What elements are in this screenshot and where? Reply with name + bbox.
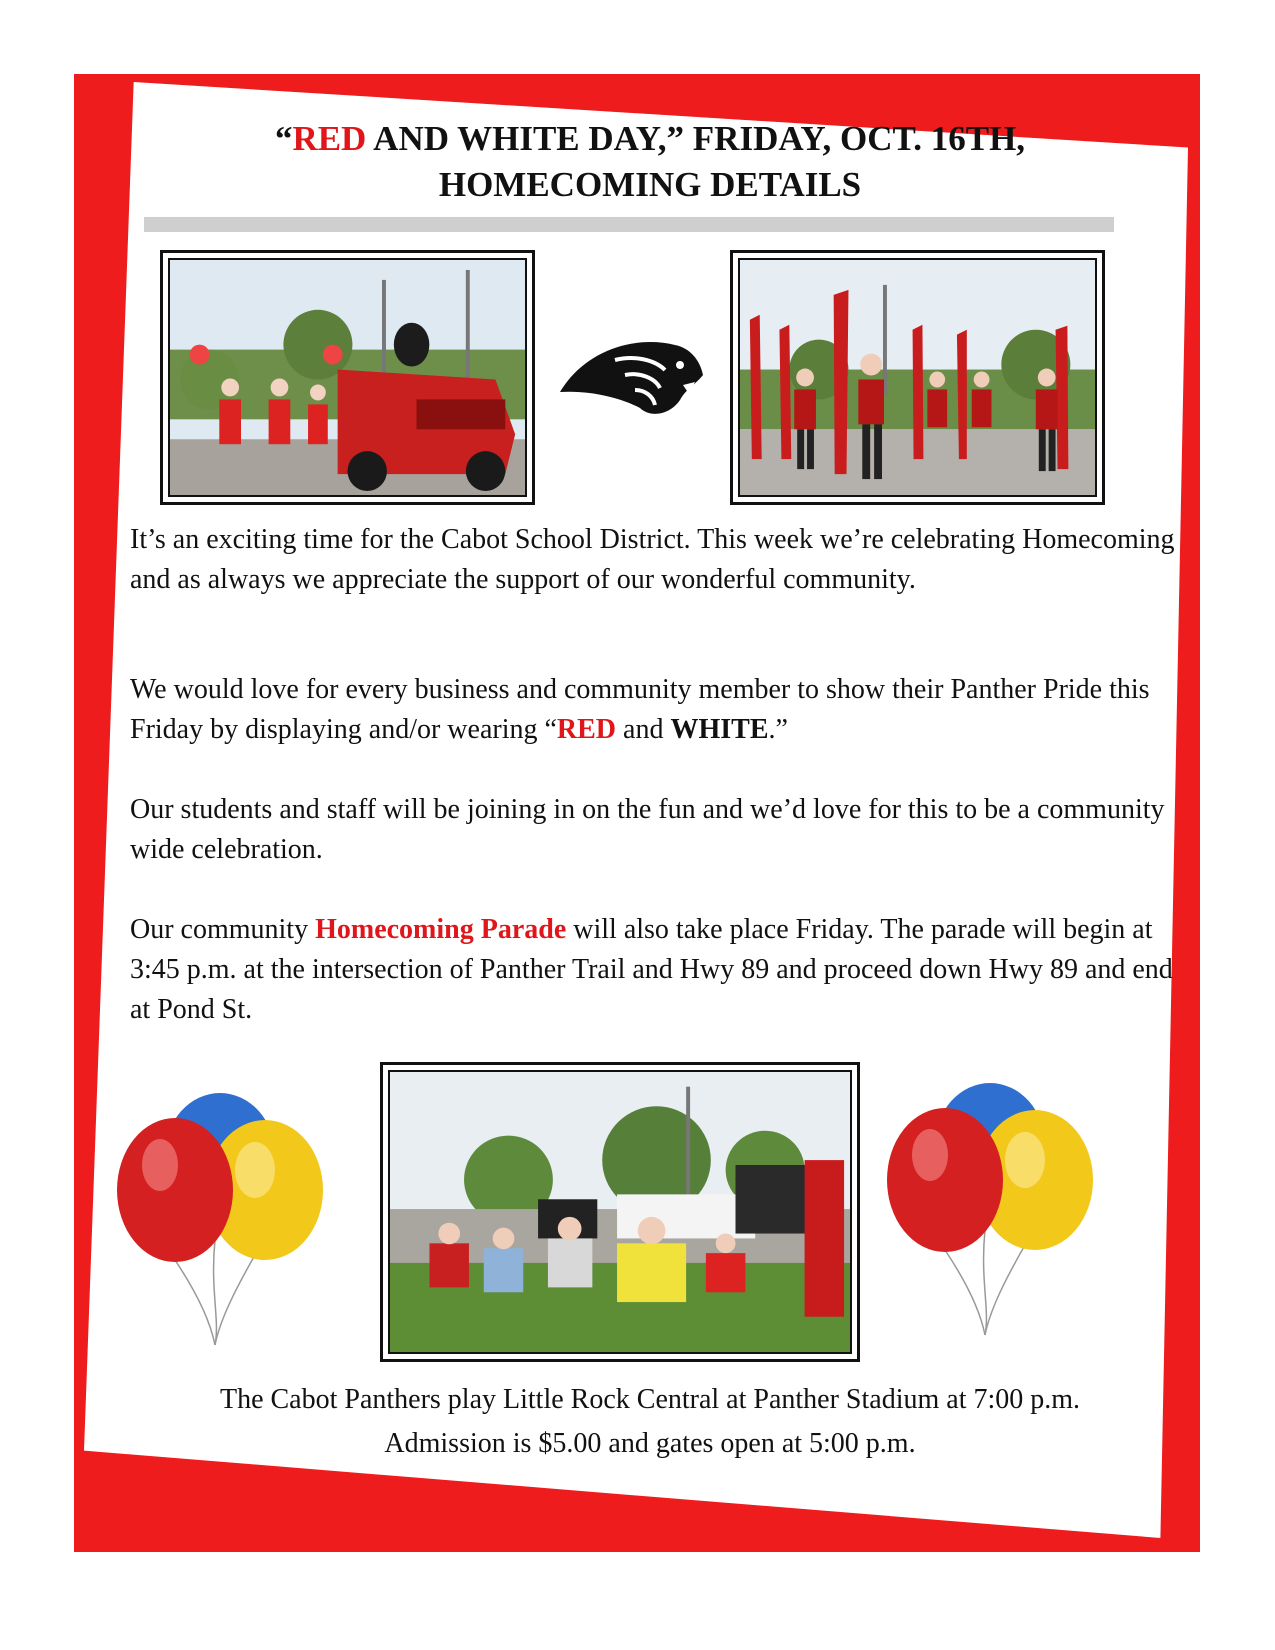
paragraph-parade	[130, 910, 1190, 1030]
footer-line-1: The Cabot Panthers play Little Rock Central at Panther Stadium at 7:00 p.m.	[219, 1384, 1081, 1415]
balloon-cluster-icon	[115, 1090, 325, 1350]
photo-color-guard-parade	[730, 250, 1105, 505]
p2-and: and	[616, 714, 671, 745]
paragraph-intro: It’s an exciting time for the Cabot School District. This week we’re celebrating Homecoming and as always we appreciate the support of our wonderful community.	[130, 524, 1175, 595]
title-line-2: HOMECOMING DETAILS	[438, 165, 862, 204]
paragraph-students-staff: Our students and staff will be joining in on the fun and we’d love for this to be a community wide celebration.	[130, 794, 1165, 865]
p4-text-a: Our community	[130, 914, 316, 945]
balloon-cluster-icon	[885, 1080, 1095, 1340]
title-quote: “	[274, 119, 293, 158]
p2-end: .”	[768, 714, 788, 745]
photo-cheerleaders-parade	[160, 250, 535, 505]
photo-parade-spectators	[380, 1062, 860, 1362]
title-line-1-rest: AND WHITE DAY,” FRIDAY, OCT. 16TH,	[366, 119, 1026, 158]
title-line-1	[150, 116, 1150, 162]
flyer-title	[150, 116, 1150, 208]
p2-red-word: RED	[556, 714, 617, 745]
paragraph-panther-pride	[130, 670, 1190, 750]
title-divider	[144, 217, 1114, 232]
footer-line-2: Admission is $5.00 and gates open at 5:00 p.m.	[384, 1428, 916, 1459]
panther-head-logo-icon	[555, 330, 705, 420]
p2-white-word: WHITE	[670, 714, 769, 745]
title-red-word: RED	[292, 119, 367, 158]
footer-game-info	[110, 1378, 1190, 1466]
p2-text: We would love for every business and community member to show their Panther Pride this Friday by displaying and/or wearing “	[130, 674, 1150, 745]
p4-parade-highlight: Homecoming Parade	[315, 914, 567, 945]
p4-text-b: will also take place Friday. The parade will begin at 3:45 p.m. at the intersection of Panther Trail and Hwy 89 and proceed down Hwy 89 and end at Pond St.	[130, 914, 1173, 1025]
